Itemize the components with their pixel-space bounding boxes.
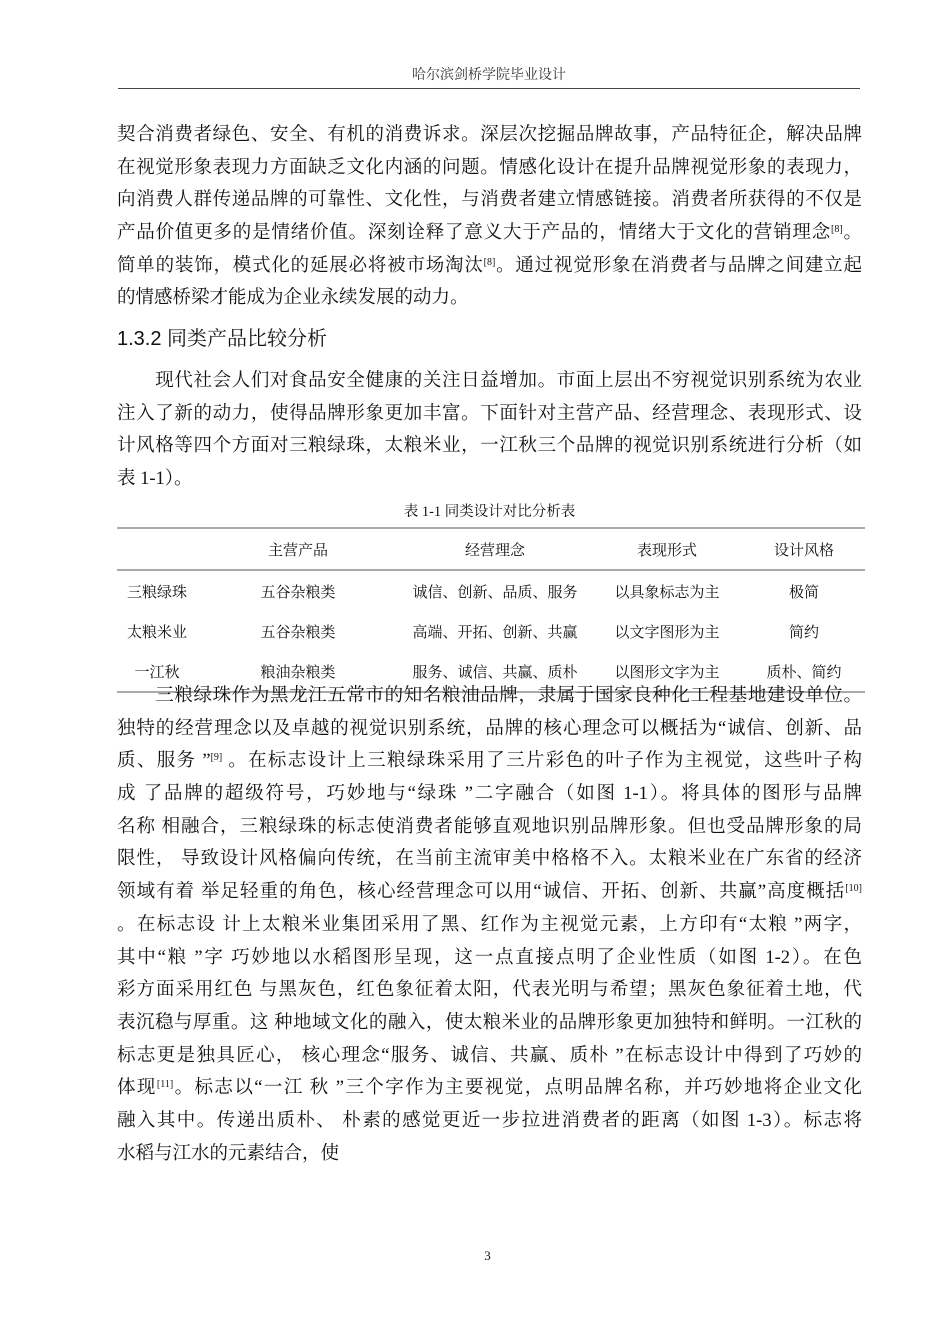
text-segment: 向消费人群传递品牌的可靠性、文化性，与消费者建立情感链接。消费者所获得的不仅是 [117, 190, 862, 211]
paragraph-1 [117, 119, 862, 315]
paragraph-3 [117, 680, 862, 1170]
text-line [117, 1105, 862, 1138]
text-line [117, 876, 862, 909]
text-segment: 现代社会人们对食品安全健康的关注日益增加。市面上层出不穷视觉识别系统为农业 [117, 371, 862, 391]
table-caption: 表 1-1 同类设计对比分析表 [403, 504, 576, 520]
text-line [117, 463, 862, 496]
text-segment: 质、服务 ” [117, 751, 211, 772]
section-heading: 1.3.2 同类产品比较分析 [117, 328, 328, 350]
table-cell: 以具象标志为主 [614, 584, 720, 601]
citation-ref: [8] [483, 256, 496, 268]
text-line [117, 745, 862, 778]
column-header: 经营理念 [399, 528, 591, 570]
text-line [117, 974, 862, 1007]
text-segment: 领域有着 举足轻重的角色，核心经营理念可以用“诚信、开拓、创新、共赢”高度概括 [117, 882, 846, 903]
text-line [117, 398, 862, 431]
text-line [117, 811, 862, 844]
text-segment: 注入了新的动力，使得品牌形象更加丰富。下面针对主营产品、经营理念、表现形式、设 [117, 403, 862, 424]
text-line [117, 778, 862, 811]
table-cell: 服务、诚信、共赢、质朴 [399, 651, 591, 692]
column-header: 主营产品 [197, 528, 399, 570]
text-segment: 。标志以“一江 秋 ”三个字作为主要视觉，点明品牌名称，并巧妙地将企业文化 [173, 1078, 862, 1099]
table-cell: 粮油杂粮类 [197, 651, 399, 692]
text-line [117, 713, 862, 746]
table-cell: 五谷杂粮类 [260, 584, 336, 601]
header-divider [118, 88, 860, 89]
column-header [117, 528, 197, 570]
table-cell: 诚信、创新、品质、服务 [412, 584, 578, 601]
column-header: 表现形式 [591, 528, 743, 570]
text-line [117, 119, 862, 152]
text-segment: 三粮绿珠作为黑龙江五常市的知名粮油品牌，隶属于国家良种化工程基地建设单位。 [117, 686, 862, 706]
text-line [117, 217, 862, 250]
text-segment: 其中“粮 ”字 巧妙地以水稻图形呈现，这一点直接点明了企业性质（如图 1-2）。在色 [117, 947, 862, 968]
text-segment: 的情感桥梁才能成为企业永续发展的动力。 [117, 288, 469, 309]
text-segment: 产品价值更多的是情绪价值。深刻诠释了意义大于产品的，情绪大于文化的营销理念 [117, 223, 832, 244]
text-line [117, 282, 862, 315]
table-header-row [117, 528, 865, 570]
comparison-table [117, 527, 865, 693]
page-number: 3 [484, 1248, 491, 1263]
text-segment: 彩方面采用红色 与黑灰色，红色象征着太阳，代表光明与希望；黑灰色象征着土地，代 [117, 980, 862, 1001]
text-line [117, 152, 862, 185]
page-header: 哈尔滨剑桥学院毕业设计 [412, 68, 566, 83]
table-cell: 极简 [788, 584, 819, 601]
text-segment: 契合消费者绿色、安全、有机的消费诉求。深层次挖掘品牌故事，产品特征企，解决品牌 [117, 125, 862, 145]
text-line [117, 365, 862, 398]
table-row [117, 611, 865, 651]
table-cell: 高端、开拓、创新、共赢 [412, 624, 578, 641]
text-segment: 体现 [117, 1078, 157, 1099]
text-segment: 。在标志设 计上太粮米业集团采用了黑、红作为主视觉元素，上方印有“太粮 ”两字， [117, 914, 862, 935]
table-cell: 以文字图形为主 [614, 624, 720, 641]
text-line [117, 1007, 862, 1040]
text-line [117, 184, 862, 217]
text-segment: 。通过视觉形象在消费者与品牌之间建立起 [495, 255, 862, 276]
citation-ref: [9] [210, 752, 223, 764]
column-header: 设计风格 [743, 528, 865, 570]
text-line [117, 942, 862, 975]
text-line [117, 1040, 862, 1073]
citation-ref: [8] [831, 224, 843, 236]
table-cell: 以图形文字为主 [591, 651, 743, 692]
text-segment: 计风格等四个方面对三粮绿珠，太粮米业，一江秋三个品牌的视觉识别系统进行分析（如 [117, 436, 862, 457]
text-segment: 成 了品牌的超级符号，巧妙地与“绿珠 ”二字融合（如图 1-1）。将具体的图形与品牌 [117, 784, 862, 805]
text-segment: 。 [842, 223, 862, 244]
paragraph-2 [117, 365, 862, 496]
brand-cell: 三粮绿珠 [126, 584, 187, 601]
text-line [117, 843, 862, 876]
text-line [117, 430, 862, 463]
text-segment: 水稻与江水的元素结合，使 [117, 1143, 340, 1164]
citation-ref: [10] [845, 883, 862, 895]
table-row [117, 570, 865, 611]
text-segment: 融入其中。传递出质朴、 朴素的感觉更近一步拉进消费者的距离（如图 1-3）。标志将 [117, 1110, 862, 1131]
text-segment: 表沉稳与厚重。这 种地域文化的融入，使太粮米业的品牌形象更加独特和鲜明。一江秋的 [117, 1012, 862, 1033]
text-line [117, 1072, 862, 1105]
text-segment: 独特的经营理念以及卓越的视觉识别系统，品牌的核心理念可以概括为“诚信、创新、品 [117, 718, 862, 739]
text-line [117, 909, 862, 942]
text-line [117, 680, 862, 713]
text-segment: 在视觉形象表现力方面缺乏文化内涵的问题。情感化设计在提升品牌视觉形象的表现力， [117, 157, 862, 178]
table-cell: 简约 [788, 624, 819, 641]
text-segment: 标志更是独具匠心， 核心理念“服务、诚信、共赢、质朴 ”在标志设计中得到了巧妙的 [117, 1045, 862, 1066]
text-segment: 限性， 导致设计风格偏向传统，在当前主流审美中格格不入。太粮米业在广东省的经济 [117, 849, 862, 870]
brand-cell: 太粮米业 [126, 624, 187, 641]
table-cell: 五谷杂粮类 [260, 624, 336, 641]
text-segment: 名称 相融合，三粮绿珠的标志使消费者能够直观地识别品牌形象。但也受品牌形象的局 [117, 816, 862, 837]
table-cell: 质朴、简约 [743, 651, 865, 692]
text-segment: 表 1-1）。 [117, 469, 193, 490]
text-segment: 。在标志设计上三粮绿珠采用了三片彩色的叶子作为主视觉，这些叶子构 [222, 751, 862, 772]
text-line [117, 250, 862, 283]
text-line [117, 1138, 862, 1171]
text-segment: 简单的装饰，模式化的延展必将被市场淘汰 [117, 255, 484, 276]
brand-cell: 一江秋 [117, 651, 197, 692]
citation-ref: [11] [156, 1079, 174, 1091]
